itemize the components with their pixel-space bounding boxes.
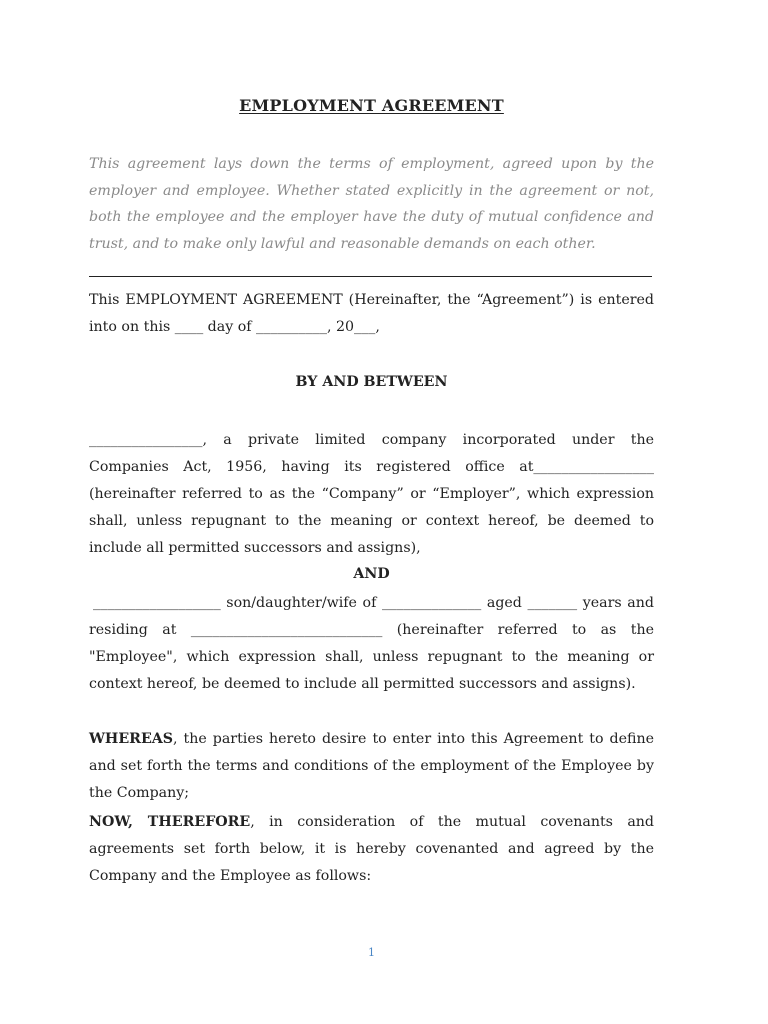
and-heading: AND	[353, 566, 390, 582]
whereas-paragraph	[89, 726, 654, 807]
by-and-between-heading: BY AND BETWEEN	[295, 374, 448, 390]
employee-clause: __________________ son/daughter/wife of ______________ aged _______ years and residing at ___________________________ (hereinafter referred to as the "Employee", which expression shall, unless repugnant to the meaning or context hereof, be deemed to include all permitted successors and assigns).	[89, 595, 654, 692]
employer-clause: ________________, a private limited company incorporated under the Companies Act, 1956, having its registered office at_________________ (hereinafter referred to as the “Company” or “Employer”, which expression shall, unless repugnant to the meaning or context hereof, be deemed to include all permitted successors and assigns),	[89, 432, 654, 556]
now-therefore-text: , in consideration of the mutual covenants and agreements set forth below, it is hereby covenanted and agreed by the Company and the Employee as follows:	[89, 814, 655, 884]
now-therefore-label: NOW, THEREFORE	[89, 814, 251, 830]
horizontal-rule	[89, 276, 652, 277]
intro-paragraph: This agreement lays down the terms of employment, agreed upon by the employer and employee. Whether stated explicitly in the agreement or not, both the employee and the employer have the duty of mutual confidence and trust, and to make only lawful and reasonable demands on each other.	[89, 156, 654, 253]
whereas-text: , the parties hereto desire to enter into this Agreement to define and set forth the terms and conditions of the employment of the Employee by the Company;	[89, 731, 654, 801]
opening-paragraph: This EMPLOYMENT AGREEMENT (Hereinafter, the “Agreement”) is entered into on this ____ day of __________, 20___,	[89, 292, 654, 335]
document-page	[89, 0, 654, 1024]
page-number: 1	[368, 946, 375, 959]
document-title: EMPLOYMENT AGREEMENT	[239, 96, 504, 115]
whereas-label: WHEREAS	[89, 731, 174, 747]
now-therefore-paragraph	[89, 809, 654, 890]
